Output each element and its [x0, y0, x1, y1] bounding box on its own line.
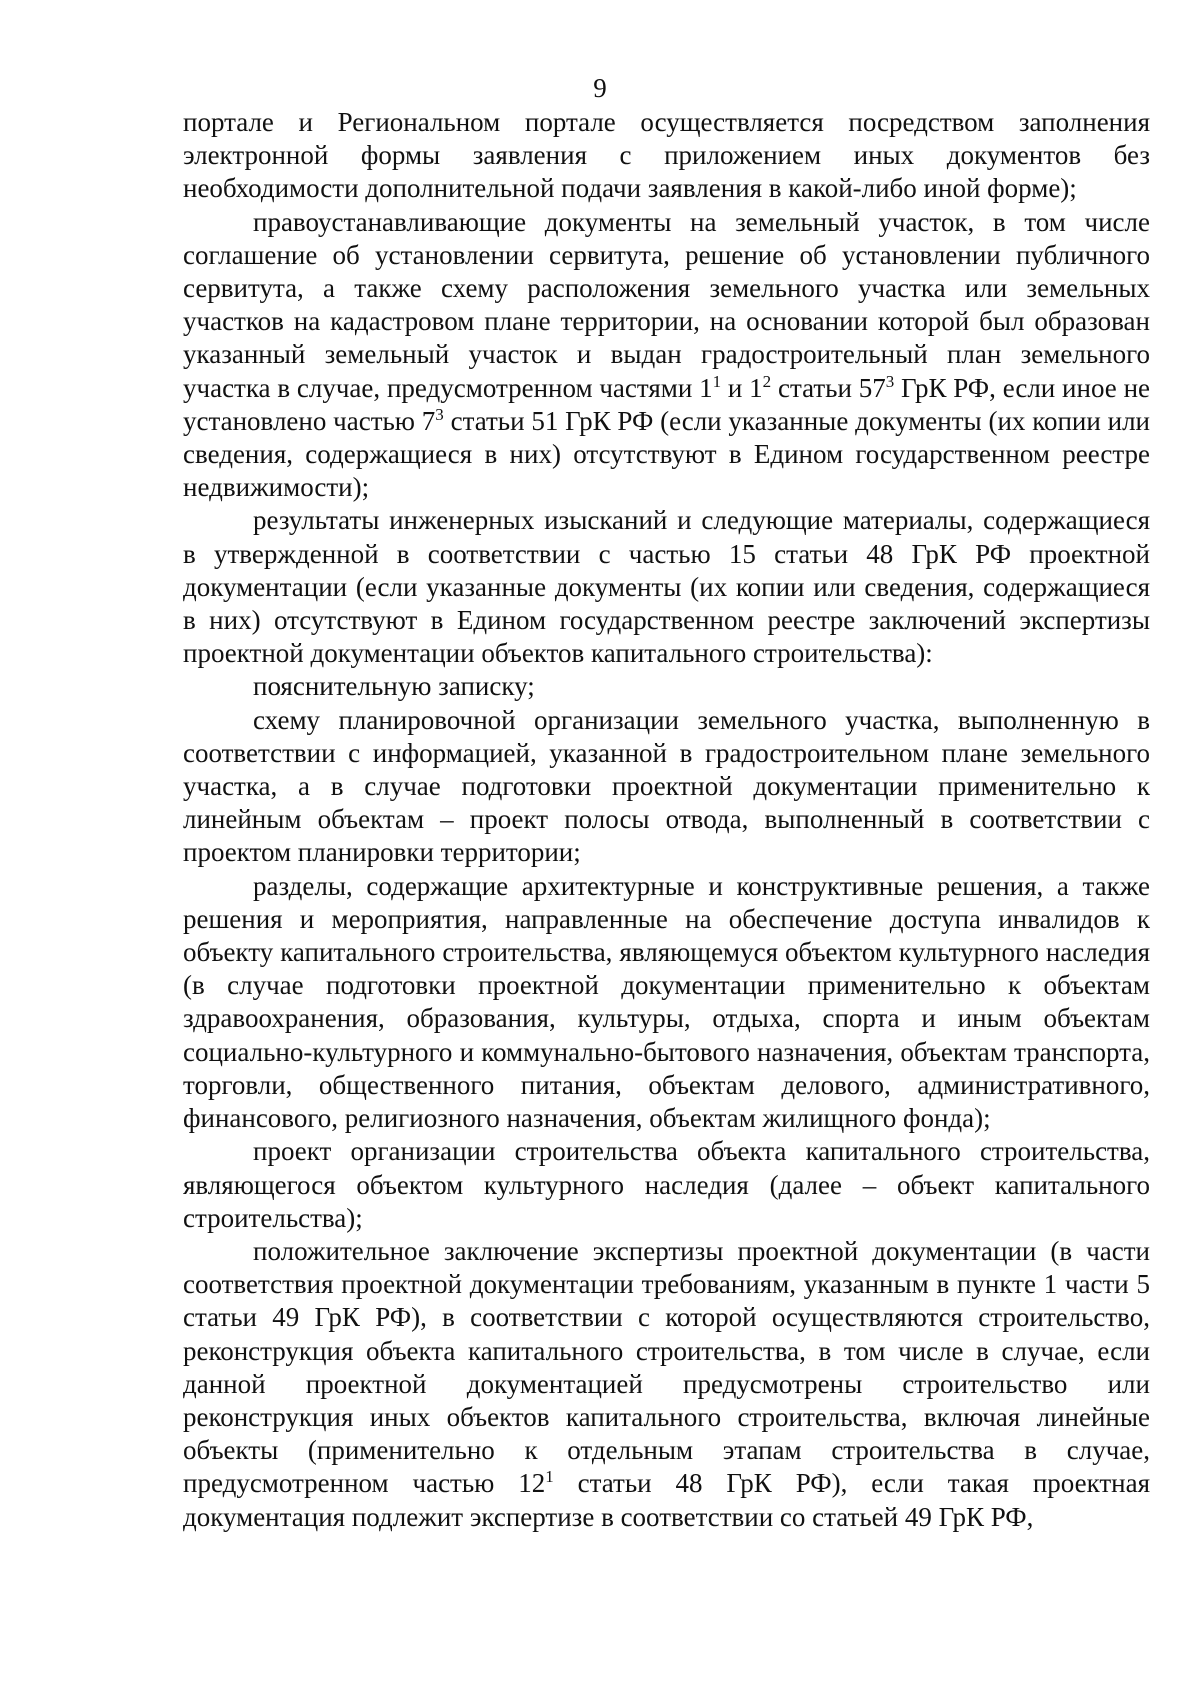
paragraph — [183, 670, 1150, 703]
paragraph — [183, 106, 1150, 206]
superscript: 2 — [762, 371, 772, 391]
superscript: 1 — [545, 1467, 554, 1487]
paragraph — [183, 870, 1150, 1136]
text-run: и 1 — [721, 372, 763, 403]
superscript: 3 — [435, 404, 444, 424]
text-run: разделы, содержащие архитектурные и конструктивные решения, а также решения и мероприятия, направленные на обеспечение доступа инвалидов к объекту капитального строительства, являющемуся объектом культурного наследия (в случае подготовки проектной документации применительно к объектам здравоохранения, образования, культуры, отдыха, спорта и иным объектам социально-культурного и коммунально-бытового назначения, объектам транспорта, торговли, общественного питания, объектам делового, административного, финансового, религиозного назначения, объектам жилищного фонда); — [183, 870, 1150, 1134]
paragraph — [183, 504, 1150, 670]
text-run: ГрК РФ, если иное не установлено частью 7 — [183, 372, 1150, 436]
text-run: статьи 51 ГрК РФ (если указанные документы (их копии или сведения, содержащиеся в них) отсутствуют в Едином государственном реестре недвижимости); — [183, 405, 1150, 503]
text-run: положительное заключение экспертизы проектной документации (в части соответствия проектной документации требованиям, указанным в пункте 1 части 5 статьи 49 ГрК РФ), в соответствии с которой осуществляются строительство, реконструкция объекта капитального строительства, в том числе в случае, если данной проектной документацией предусмотрены строительство или реконструкция иных объектов капитального строительства, включая линейные объекты (применительно к отдельным этапам строительства в случае, предусмотренном частью 12 — [183, 1235, 1150, 1499]
text-run: статьи 48 ГрК РФ), если такая проектная документация подлежит экспертизе в соответствии со статьей 49 ГрК РФ, — [183, 1468, 1151, 1532]
text-run: портале и Региональном портале осуществляется посредством заполнения электронной формы заявления с приложением иных документов без необходимости дополнительной подачи заявления в какой-либо иной форме); — [183, 107, 1150, 204]
paragraph — [183, 704, 1150, 870]
text-run: проект организации строительства объекта капитального строительства, являющегося объектом культурного наследия (далее – объект капитального строительства); — [183, 1136, 1150, 1233]
superscript: 3 — [885, 371, 895, 391]
paragraph — [183, 206, 1150, 505]
document-body — [183, 106, 1150, 1534]
paragraph — [183, 1135, 1150, 1235]
text-run: пояснительную записку; — [253, 671, 535, 702]
text-run: правоустанавливающие документы на земельный участок, в том числе соглашение об установлении сервитута, решение об установлении публичного сервитута, а также схему расположения земельного участка или земельных участков на кадастровом плане территории, на основании которой был образован указанный земельный участок и выдан градостроительный план земельного участка в случае, предусмотренном частями 1 — [183, 206, 1150, 403]
superscript: 1 — [712, 371, 722, 391]
page-number: 9 — [593, 73, 607, 103]
text-run: результаты инженерных изысканий и следующие материалы, содержащиеся в утвержденной в соответствии с частью 15 статьи 48 ГрК РФ проектной документации (если указанные документы (их копии или сведения, содержащиеся в них) отсутствуют в Едином государственном реестре заключений экспертизы проектной документации объектов капитального строительства): — [183, 505, 1150, 669]
text-run: статьи 57 — [771, 372, 886, 403]
text-run: схему планировочной организации земельного участка, выполненную в соответствии с информацией, указанной в градостроительном плане земельного участка, а в случае подготовки проектной документации применительно к линейным объектам – проект полосы отвода, выполненный в соответствии с проектом планировки территории; — [183, 704, 1150, 868]
paragraph — [183, 1235, 1150, 1534]
